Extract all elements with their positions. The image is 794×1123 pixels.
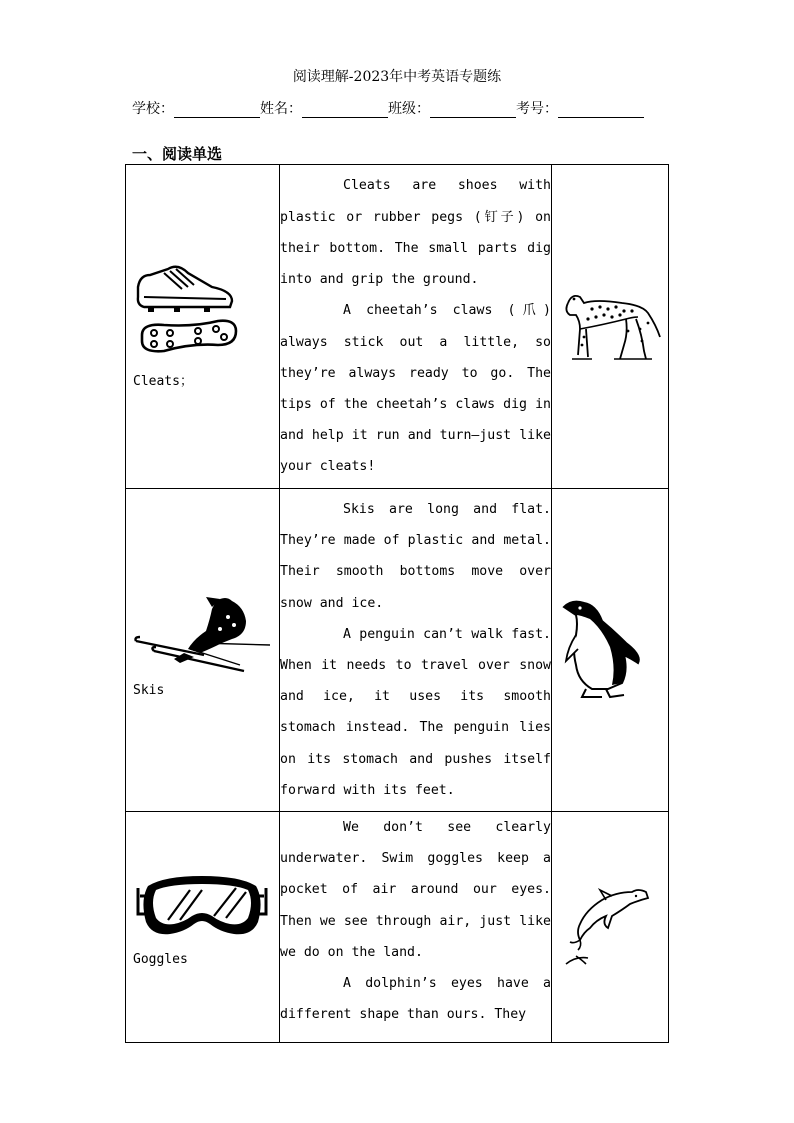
table-row (126, 165, 669, 489)
goggles-icon (134, 874, 270, 944)
page-title: 阅读理解-2023年中考英语专题练 (292, 69, 502, 85)
reading-table (125, 164, 669, 1043)
skier-icon (134, 593, 274, 673)
right-image-cell (552, 812, 669, 1043)
passage-paragraph: We don’t see clearly underwater. Swim goggles keep a pocket of air around our eyes. Then we see through air, just like we do on the land. (280, 820, 551, 960)
left-image-cell (126, 489, 280, 812)
right-image-cell (552, 165, 669, 489)
passage-paragraph: Skis are long and flat. They’re made of plastic and metal. Their smooth bottoms move over snow and ice. (280, 501, 551, 611)
school-label: 学校： (132, 101, 174, 117)
right-image-cell (552, 489, 669, 812)
table-row (126, 489, 669, 812)
penguin-icon (562, 597, 644, 699)
passage-paragraph: A cheetah’s claws (爪) always stick out a little, so they’re always ready to go. The tips of the cheetah’s claws dig in and help it run and turn—just like your cleats! (280, 303, 551, 475)
left-image-cell (126, 165, 280, 489)
name-blank[interactable] (302, 101, 388, 118)
table-row (126, 812, 669, 1043)
number-label: 考号： (516, 101, 558, 117)
cheetah-icon (562, 289, 662, 363)
passage-paragraph: A dolphin’s eyes have a different shape than ours. They (280, 976, 551, 1023)
item-label: Skis (133, 683, 165, 698)
passage-cell (280, 489, 552, 812)
cleat-shoe-icon (134, 261, 238, 357)
dolphin-icon (562, 884, 650, 968)
left-image-cell (126, 812, 280, 1043)
passage-cell (280, 165, 552, 489)
class-blank[interactable] (430, 101, 516, 118)
student-info-line (132, 98, 672, 118)
passage-paragraph: A penguin can’t walk fast. When it needs to travel over snow and ice, it uses its smooth stomach instead. The penguin lies on its stomach and pushes itself forward with its feet. (280, 626, 551, 798)
item-label: Cleats； (133, 374, 193, 389)
number-blank[interactable] (558, 101, 644, 118)
school-blank[interactable] (174, 101, 260, 118)
item-label: Goggles (133, 952, 188, 967)
class-label: 班级： (388, 101, 430, 117)
section-heading: 一、阅读单选 (132, 145, 223, 163)
name-label: 姓名： (260, 101, 302, 117)
passage-cell (280, 812, 552, 1043)
passage-paragraph: Cleats are shoes with plastic or rubber pegs (钉子) on their bottom. The small parts dig into and grip the ground. (280, 178, 551, 288)
